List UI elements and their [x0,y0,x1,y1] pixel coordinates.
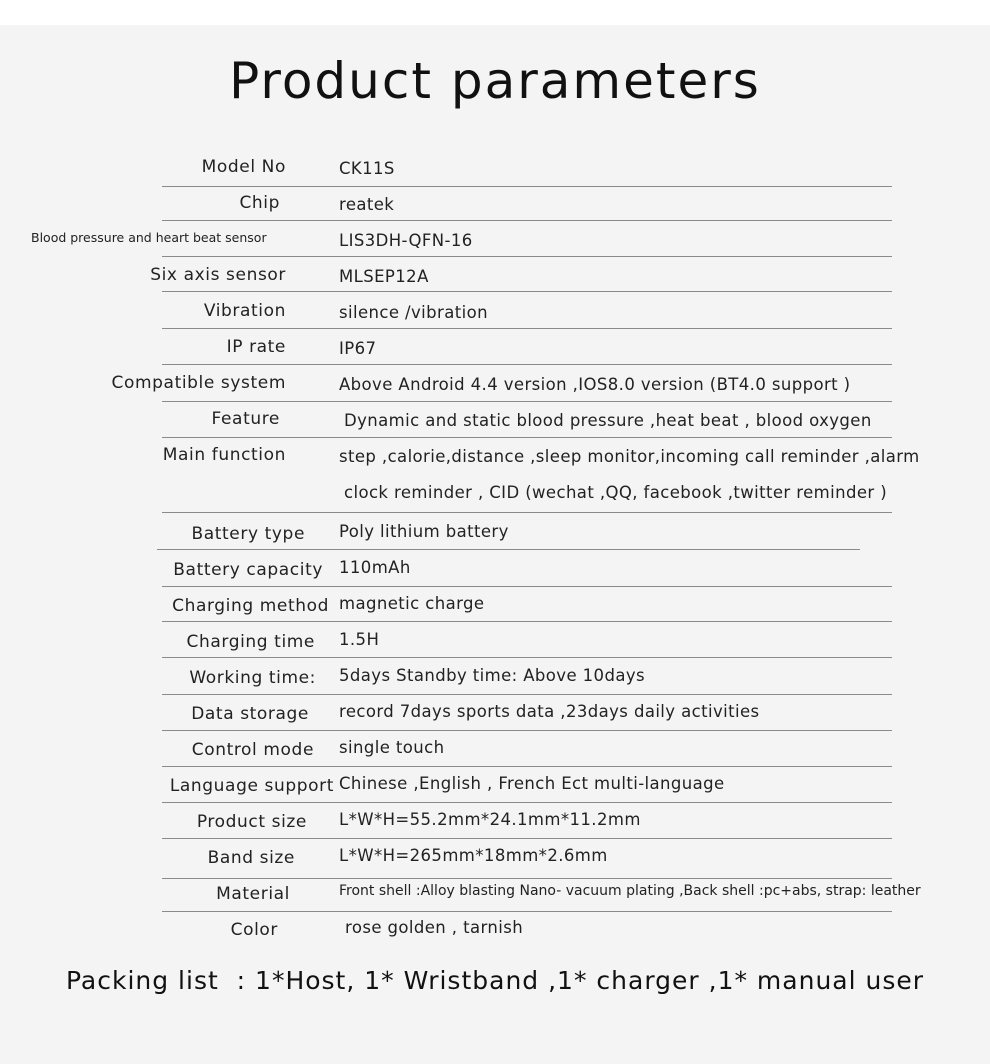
row-divider [162,586,892,587]
packing-list: Packing list : 1*Host, 1* Wristband ,1* charger ,1* manual user [65,966,925,995]
param-value-six-axis: MLSEP12A [339,267,429,286]
param-label-feature: Feature [211,409,280,429]
param-value-product-size: L*W*H=55.2mm*24.1mm*11.2mm [339,810,641,829]
param-label-band-size: Band size [207,848,295,868]
param-value-chip: reatek [339,195,395,214]
param-value-feature: Dynamic and static blood pressure ,heat beat , blood oxygen [344,411,872,430]
param-label-sensor: Blood pressure and heart beat sensor [31,230,267,245]
param-label-control-mode: Control mode [191,740,314,760]
param-value-control-mode: single touch [339,738,445,757]
row-divider [162,694,892,695]
row-divider [162,512,892,513]
row-divider [162,186,892,187]
row-divider [162,657,892,658]
param-label-main-function: Main function [162,445,286,465]
row-divider [162,878,892,879]
row-divider [162,838,892,839]
row-divider [162,766,892,767]
param-value-charging-time: 1.5H [339,630,380,649]
param-value-vibration: silence /vibration [339,303,488,322]
param-label-charging-time: Charging time [186,632,315,652]
param-label-model-no: Model No [201,157,286,177]
row-divider [162,802,892,803]
row-divider [162,437,892,438]
param-value-battery-type: Poly lithium battery [339,522,509,541]
param-label-charging-method: Charging method [172,596,329,616]
page-title: Product parameters [229,52,761,110]
param-label-six-axis: Six axis sensor [150,265,286,285]
param-value-color: rose golden , tarnish [345,918,524,937]
param-value-charging-method: magnetic charge [339,594,485,613]
row-divider [162,730,892,731]
row-divider [162,220,892,221]
row-divider [162,256,892,257]
param-label-material: Material [216,884,290,904]
param-value-data-storage: record 7days sports data ,23days daily activities [339,702,760,721]
param-value-main-function-line2: clock reminder , CID (wechat ,QQ, facebook ,twitter reminder ) [344,483,888,502]
param-value-main-function: step ,calorie,distance ,sleep monitor,incoming call reminder ,alarm [339,447,920,466]
param-value-battery-capacity: 110mAh [339,558,411,577]
param-value-model-no: CK11S [339,159,395,178]
param-label-language-support: Language support [169,776,334,796]
param-label-vibration: Vibration [203,301,286,321]
param-label-battery-capacity: Battery capacity [173,560,323,580]
row-divider [162,364,892,365]
row-divider [162,911,892,912]
param-label-ip-rate: IP rate [226,337,286,357]
param-label-product-size: Product size [196,812,307,832]
param-value-sensor: LIS3DH-QFN-16 [339,231,473,250]
param-value-material: Front shell :Alloy blasting Nano- vacuum plating ,Back shell :pc+abs, strap: leather [339,883,921,899]
param-label-compatible-system: Compatible system [111,373,286,393]
param-value-ip-rate: IP67 [339,339,377,358]
row-divider [162,328,892,329]
row-divider [162,621,892,622]
param-label-battery-type: Battery type [191,524,305,544]
background-panel [0,25,990,1064]
param-value-working-time: 5days Standby time: Above 10days [339,666,645,685]
row-divider [162,291,892,292]
param-value-band-size: L*W*H=265mm*18mm*2.6mm [339,846,608,865]
param-label-working-time: Working time: [189,668,316,688]
param-value-compatible-system: Above Android 4.4 version ,IOS8.0 version (BT4.0 support ) [339,375,851,394]
param-value-language-support: Chinese ,English , French Ect multi-language [339,774,725,793]
param-label-color: Color [230,920,278,940]
param-label-chip: Chip [239,193,280,213]
param-label-data-storage: Data storage [191,704,309,724]
row-divider [162,401,892,402]
row-divider [157,549,860,550]
